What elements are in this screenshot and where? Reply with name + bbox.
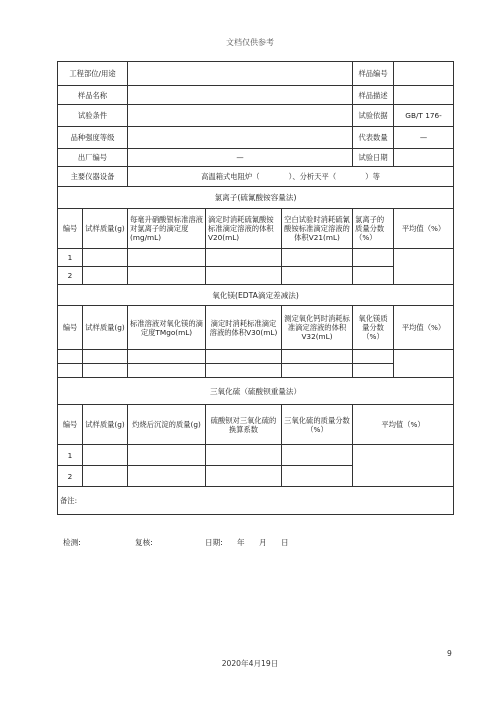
so3-row-no: 2 — [58, 466, 83, 487]
mgo-col-avg: 平均值（%） — [394, 306, 454, 350]
so3-col-avg: 平均值（%） — [353, 405, 454, 445]
remark-cell[interactable] — [58, 487, 454, 515]
year-label: 年 — [237, 538, 245, 547]
footer-date: 2020年4月19日 — [221, 659, 279, 668]
so3-col-no: 编号 — [58, 405, 83, 445]
test-basis-value: GB/T 176- — [394, 105, 454, 127]
so3-title: 三氧化硫（硫酸钡重量法） — [58, 378, 454, 405]
test-cond-label: 试验条件 — [58, 105, 128, 127]
mgo-cell[interactable] — [353, 364, 394, 378]
chloride-col-mass: 试样质量(g) — [83, 209, 128, 249]
so3-col-fraction: 三氧化硫的质量分数（%） — [282, 405, 353, 445]
test-date-label: 试验日期 — [353, 149, 394, 167]
mgo-cell[interactable] — [206, 364, 282, 378]
equip-label: 主要仪器设备 — [58, 167, 128, 187]
chloride-title: 氯离子(硫氰酸铵容量法) — [58, 187, 454, 209]
chloride-row-no: 2 — [58, 267, 83, 285]
mgo-col-no: 编号 — [58, 306, 83, 350]
page-number: 9 — [447, 649, 452, 658]
so3-cell[interactable] — [83, 466, 128, 487]
equip-value: 高温箱式电阻炉（ ）、分析天平（ ）等 — [128, 167, 454, 187]
test-basis-label: 试验依据 — [353, 105, 394, 127]
so3-row-no: 1 — [58, 445, 83, 466]
chloride-cell[interactable] — [128, 267, 206, 285]
dept-label: 工程部位/用途 — [58, 62, 128, 86]
sample-no-label: 样品编号 — [353, 62, 394, 86]
mgo-cell[interactable] — [206, 350, 282, 364]
remark-label: 备注: — [60, 496, 78, 505]
tester-label: 检测: — [63, 538, 81, 547]
grade-label: 品种强度等级 — [58, 127, 128, 149]
so3-cell[interactable] — [128, 466, 206, 487]
mgo-col-v30: 滴定时消耗标准滴定溶液的体积V30(mL) — [206, 306, 282, 350]
test-cond-value[interactable] — [128, 105, 353, 127]
mgo-avg-cell[interactable] — [394, 350, 454, 378]
chloride-cell[interactable] — [353, 249, 394, 267]
chloride-cell[interactable] — [206, 267, 282, 285]
sample-desc-value[interactable] — [394, 86, 454, 105]
chloride-cell[interactable] — [353, 267, 394, 285]
chloride-col-no: 编号 — [58, 209, 83, 249]
page-header: 文档仅供参考 — [226, 38, 274, 47]
rep-qty-label: 代表数量 — [353, 127, 394, 149]
so3-cell[interactable] — [128, 445, 206, 466]
date-label: 日期: — [205, 538, 223, 547]
factory-no-value: — — [128, 149, 353, 167]
chloride-avg-cell[interactable] — [394, 249, 454, 285]
test-date-value[interactable] — [394, 149, 454, 167]
so3-cell[interactable] — [282, 445, 353, 466]
so3-cell[interactable] — [282, 466, 353, 487]
so3-avg-cell[interactable] — [353, 445, 454, 487]
mgo-cell[interactable] — [353, 350, 394, 364]
so3-col-mass: 试样质量(g) — [83, 405, 128, 445]
mgo-col-v32: 测定氧化钙时消耗标准滴定溶液的体积V32(mL) — [282, 306, 353, 350]
day-label: 日 — [281, 538, 289, 547]
mgo-cell[interactable] — [128, 350, 206, 364]
dept-value[interactable] — [128, 62, 353, 86]
so3-cell[interactable] — [83, 445, 128, 466]
sample-no-value[interactable] — [394, 62, 454, 86]
chloride-col-fraction: 氯离子的质量分数（%） — [353, 209, 394, 249]
so3-col-factor: 硫酸钡对三氧化硫的换算系数 — [206, 405, 282, 445]
chloride-cell[interactable] — [282, 267, 353, 285]
mgo-cell[interactable] — [128, 364, 206, 378]
rep-qty-value: — — [394, 127, 454, 149]
factory-no-label: 出厂编号 — [58, 149, 128, 167]
mgo-cell[interactable] — [83, 364, 128, 378]
chloride-cell[interactable] — [128, 249, 206, 267]
so3-cell[interactable] — [206, 445, 282, 466]
test-record-table — [57, 61, 454, 515]
so3-col-precip: 灼烧后沉淀的质量(g) — [128, 405, 206, 445]
chloride-col-v20: 滴定时消耗硫氰酸铵标准滴定溶液的体积V20(mL) — [206, 209, 282, 249]
mgo-cell[interactable] — [83, 350, 128, 364]
signature-line — [63, 537, 289, 548]
chloride-col-titer: 每毫升硝酸银标准溶液对氯离子的滴定度(mg/mL) — [128, 209, 206, 249]
mgo-cell[interactable] — [282, 350, 353, 364]
chloride-col-avg: 平均值（%） — [394, 209, 454, 249]
chloride-row-no: 1 — [58, 249, 83, 267]
grade-value[interactable] — [128, 127, 353, 149]
chloride-col-v21: 空白试验时消耗硫氰酸铵标准滴定溶液的体积V21(mL) — [282, 209, 353, 249]
month-label: 月 — [259, 538, 267, 547]
chloride-cell[interactable] — [206, 249, 282, 267]
chloride-cell[interactable] — [83, 267, 128, 285]
mgo-title: 氧化镁(EDTA滴定差减法) — [58, 285, 454, 306]
mgo-cell[interactable] — [58, 350, 83, 364]
mgo-col-mass: 试样质量(g) — [83, 306, 128, 350]
mgo-cell[interactable] — [58, 364, 83, 378]
mgo-cell[interactable] — [282, 364, 353, 378]
sample-name-value[interactable] — [128, 86, 353, 105]
chloride-cell[interactable] — [83, 249, 128, 267]
sample-name-label: 样品名称 — [58, 86, 128, 105]
chloride-cell[interactable] — [282, 249, 353, 267]
mgo-col-titer: 标准溶液对氧化镁的滴定度TMgo(mL) — [128, 306, 206, 350]
reviewer-label: 复核: — [135, 538, 153, 547]
mgo-col-fraction: 氧化镁质量分数（%） — [353, 306, 394, 350]
so3-cell[interactable] — [206, 466, 282, 487]
sample-desc-label: 样品描述 — [353, 86, 394, 105]
